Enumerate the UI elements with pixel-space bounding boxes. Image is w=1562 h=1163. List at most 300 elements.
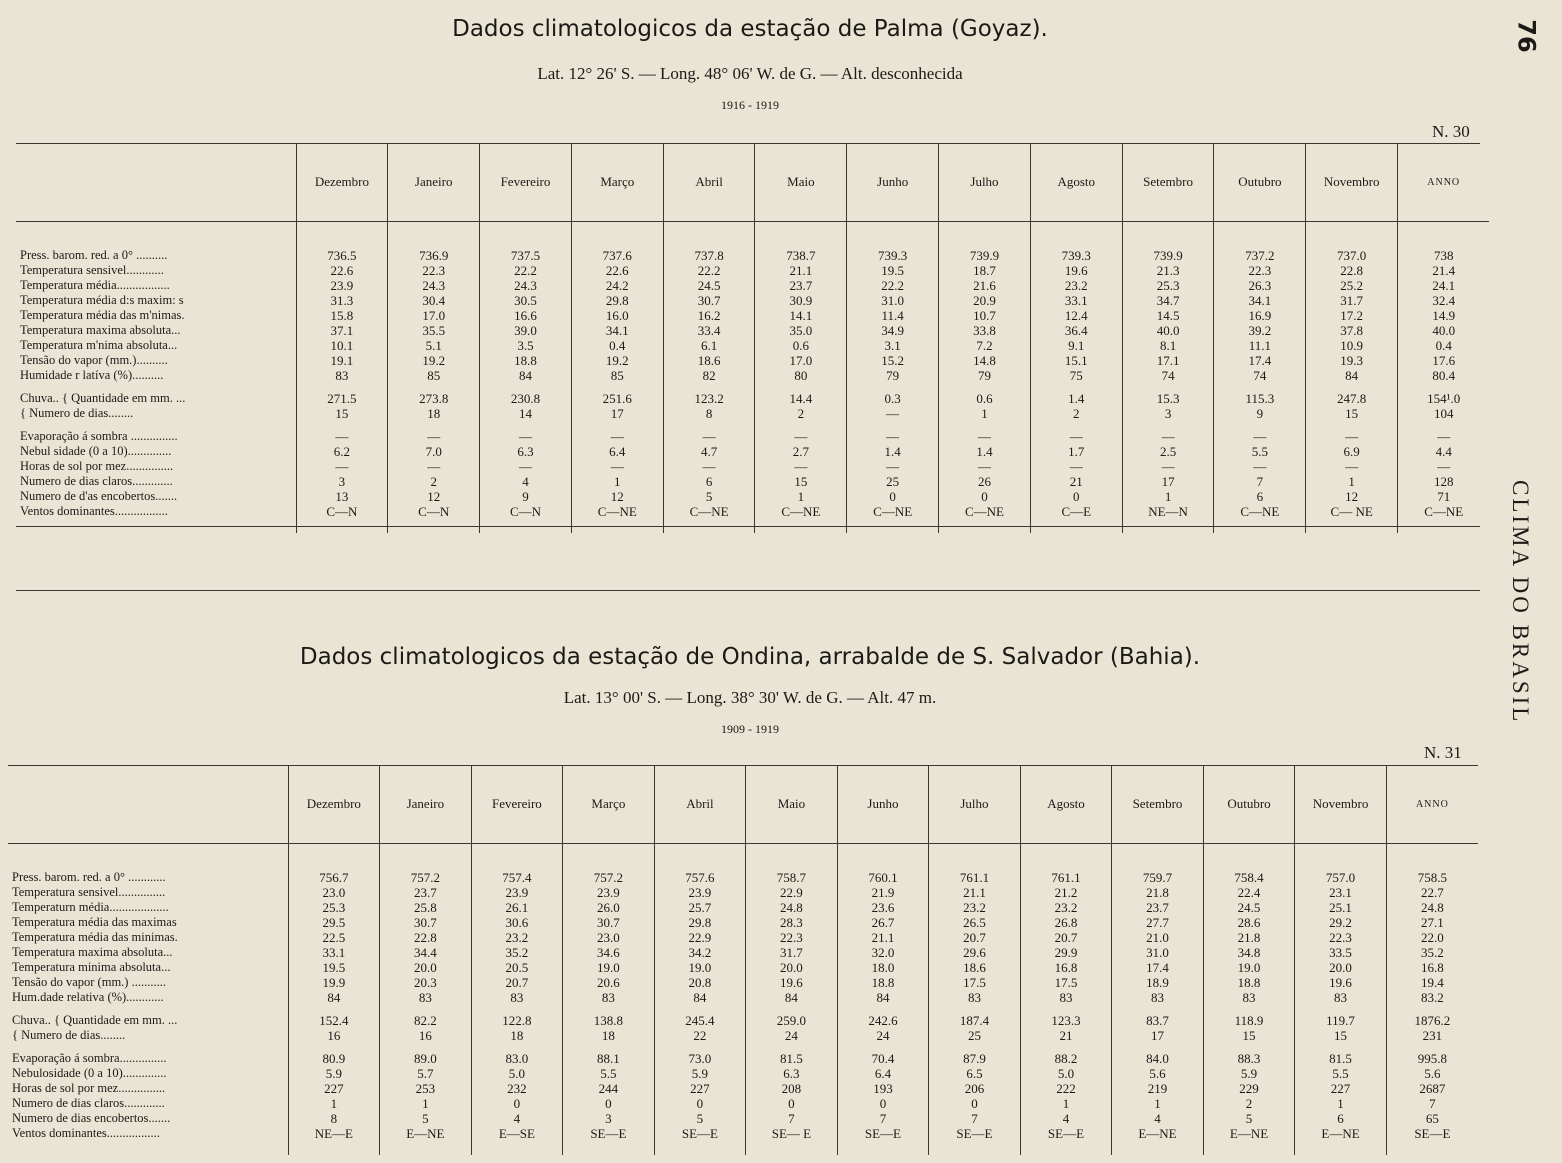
table-cell: 5.0 <box>471 1066 563 1081</box>
table-cell: 4 <box>1112 1111 1204 1126</box>
table-row <box>8 1096 1478 1111</box>
table-cell: 6 <box>663 474 755 489</box>
table-cell: 0.4 <box>571 338 663 353</box>
table-cell: 24.5 <box>663 278 755 293</box>
table-cell: NE—N <box>1122 504 1214 519</box>
table-cell: 33.5 <box>1295 945 1387 960</box>
table-cell: 22.8 <box>380 930 472 945</box>
table-cell: 25.1 <box>1295 900 1387 915</box>
table-cell: 2 <box>755 406 847 421</box>
table-cell: 7 <box>746 1111 838 1126</box>
table-cell: — <box>388 429 480 444</box>
table-cell: 33.4 <box>663 323 755 338</box>
table-cell: 26.1 <box>471 900 563 915</box>
section-divider <box>16 590 1480 591</box>
table-cell: 227 <box>1295 1081 1387 1096</box>
table-cell: 4.7 <box>663 444 755 459</box>
table-cell: 20.7 <box>1020 930 1112 945</box>
table-cell: 88.3 <box>1203 1051 1295 1066</box>
table-cell: 21.9 <box>837 885 929 900</box>
table30-bottom-rule <box>16 526 1480 527</box>
table-cell: 22.3 <box>1295 930 1387 945</box>
table-cell: 21.8 <box>1203 930 1295 945</box>
table-cell: — <box>847 459 939 474</box>
table-cell: 27.1 <box>1386 915 1478 930</box>
row-label: Temperatura média................. <box>20 278 170 292</box>
table-cell: SE—E <box>654 1126 746 1141</box>
table-cell: 21.3 <box>1122 263 1214 278</box>
table-cell: 758.4 <box>1203 870 1295 885</box>
table-cell: 74 <box>1214 368 1306 383</box>
table-cell: SE—E <box>1020 1126 1112 1141</box>
table-cell: 0 <box>929 1096 1021 1111</box>
table-cell: 5.1 <box>388 338 480 353</box>
table-cell: 271.5 <box>296 391 388 406</box>
row-label: Horas de sol por mez............... <box>12 1081 166 1095</box>
table-row <box>8 1028 1478 1043</box>
table-cell: 84.0 <box>1112 1051 1204 1066</box>
table-row <box>16 248 1489 263</box>
column-header: ANNO <box>1398 143 1490 222</box>
table-row <box>16 368 1489 383</box>
table-cell: 1.4 <box>939 444 1031 459</box>
table-cell: 119.7 <box>1295 1013 1387 1028</box>
table-cell: 29.8 <box>654 915 746 930</box>
table-cell: — <box>939 459 1031 474</box>
table-cell: 20.7 <box>929 930 1021 945</box>
table-cell: 84 <box>746 990 838 1005</box>
table-cell: 83 <box>380 990 472 1005</box>
table-cell: 23.9 <box>471 885 563 900</box>
table-cell: 122.8 <box>471 1013 563 1028</box>
table-cell: — <box>1306 459 1398 474</box>
table-cell: 22.4 <box>1203 885 1295 900</box>
table-cell: 30.7 <box>663 293 755 308</box>
row-label: Temperatura média d:s maxim: s <box>20 293 184 307</box>
table-cell: 0.4 <box>1398 338 1490 353</box>
table-cell: — <box>1214 459 1306 474</box>
table-row <box>8 870 1478 885</box>
table-cell: 1 <box>288 1096 380 1111</box>
table-cell: 17.4 <box>1214 353 1306 368</box>
table30-coordinates: Lat. 12° 26' S. — Long. 48° 06' W. de G. — Alt. desconhecida <box>537 64 963 83</box>
table-cell: 22.3 <box>388 263 480 278</box>
table-cell: 16.0 <box>571 308 663 323</box>
table-cell: C—NE <box>663 504 755 519</box>
row-label: Temperatura sensivel............... <box>12 885 166 899</box>
table-cell: 206 <box>929 1081 1021 1096</box>
table-cell: 3.1 <box>847 338 939 353</box>
table-cell: 34.4 <box>380 945 472 960</box>
table-cell: 1.4 <box>1030 391 1122 406</box>
row-label: Nebul sidade (0 a 10).............. <box>20 444 172 458</box>
table-cell: 737.5 <box>480 248 572 263</box>
table-cell: 0 <box>837 1096 929 1111</box>
column-header: Novembro <box>1306 143 1398 222</box>
table-cell: C—NE <box>1214 504 1306 519</box>
row-label: Temperatura média das maximas <box>12 915 177 929</box>
table-cell: 19.9 <box>288 975 380 990</box>
table-cell: C—NE <box>571 504 663 519</box>
table-cell: 84 <box>288 990 380 1005</box>
table-cell: 29.8 <box>571 293 663 308</box>
table-cell: 74 <box>1122 368 1214 383</box>
table-cell: E—NE <box>1295 1126 1387 1141</box>
table-cell: 227 <box>654 1081 746 1096</box>
table-cell: 22.2 <box>847 278 939 293</box>
table-cell: 2687 <box>1386 1081 1478 1096</box>
column-header: Abril <box>654 765 746 844</box>
table-cell: 138.8 <box>563 1013 655 1028</box>
table-cell: 19.3 <box>1306 353 1398 368</box>
table-cell: 15 <box>1306 406 1398 421</box>
table-cell: 23.7 <box>380 885 472 900</box>
table-cell: 219 <box>1112 1081 1204 1096</box>
table-cell: 21.1 <box>837 930 929 945</box>
column-header: Julho <box>929 765 1021 844</box>
table-cell: 118.9 <box>1203 1013 1295 1028</box>
table-cell: 12.4 <box>1030 308 1122 323</box>
table-cell: — <box>296 429 388 444</box>
table-cell: 5.5 <box>1295 1066 1387 1081</box>
table-cell: 23.2 <box>929 900 1021 915</box>
table-cell: 83 <box>1020 990 1112 1005</box>
table30 <box>16 143 1489 533</box>
table-cell: — <box>847 429 939 444</box>
table-cell: SE—E <box>1386 1126 1478 1141</box>
table-cell: 25.2 <box>1306 278 1398 293</box>
table-cell: 33.8 <box>939 323 1031 338</box>
table-cell: 1876.2 <box>1386 1013 1478 1028</box>
table-cell: 35.2 <box>1386 945 1478 960</box>
table-cell: 22.6 <box>571 263 663 278</box>
table-cell: 70.4 <box>837 1051 929 1066</box>
table-cell: 30.7 <box>380 915 472 930</box>
table-cell: 30.7 <box>563 915 655 930</box>
table-cell: 17.4 <box>1112 960 1204 975</box>
table-cell: 4.4 <box>1398 444 1490 459</box>
table-cell: 84 <box>837 990 929 1005</box>
table-cell: 20.8 <box>654 975 746 990</box>
table-cell: 17.5 <box>1020 975 1112 990</box>
table-cell: 4 <box>480 474 572 489</box>
table-cell: 32.4 <box>1398 293 1490 308</box>
column-header: Junho <box>837 765 929 844</box>
table-cell: 20.0 <box>380 960 472 975</box>
table-cell: 24.3 <box>480 278 572 293</box>
table-cell: 15.1 <box>1030 353 1122 368</box>
table-cell: — <box>663 429 755 444</box>
table-cell: 23.0 <box>563 930 655 945</box>
table-cell: 18 <box>388 406 480 421</box>
table-cell: 7.0 <box>388 444 480 459</box>
table-cell: 1 <box>939 406 1031 421</box>
table-cell: 26.0 <box>563 900 655 915</box>
table-cell: — <box>755 429 847 444</box>
table-cell: 24 <box>837 1028 929 1043</box>
table-cell: 80.9 <box>288 1051 380 1066</box>
table-cell: 40.0 <box>1398 323 1490 338</box>
row-label: Temperatura média das m'nimas. <box>20 308 185 322</box>
table31-title: Dados climatologicos da estação de Ondina, arrabalde de S. Salvador (Bahia). <box>299 644 1201 670</box>
table-cell: 5.5 <box>1214 444 1306 459</box>
table-cell: 227 <box>288 1081 380 1096</box>
table-cell: 16.9 <box>1214 308 1306 323</box>
table-cell: 39.2 <box>1214 323 1306 338</box>
table-cell: 0.6 <box>939 391 1031 406</box>
table-cell: 22 <box>654 1028 746 1043</box>
table-cell: C—E <box>1030 504 1122 519</box>
table-cell: 88.2 <box>1020 1051 1112 1066</box>
table-cell: 16.2 <box>663 308 755 323</box>
table-cell: 17 <box>1122 474 1214 489</box>
table-cell: — <box>571 429 663 444</box>
table-cell: 19.6 <box>1295 975 1387 990</box>
table-cell: 18.6 <box>663 353 755 368</box>
table-cell: 28.6 <box>1203 915 1295 930</box>
column-header: Janeiro <box>380 765 472 844</box>
table-cell: 20.5 <box>471 960 563 975</box>
table-cell: 14.8 <box>939 353 1031 368</box>
table-cell: 29.6 <box>929 945 1021 960</box>
page-number: 76 <box>1512 19 1541 53</box>
table-cell: — <box>1030 459 1122 474</box>
column-header: Outubro <box>1203 765 1295 844</box>
table-cell: 0 <box>563 1096 655 1111</box>
table-cell: 25.7 <box>654 900 746 915</box>
row-label: Horas de sol por mez............... <box>20 459 174 473</box>
table-cell: 23.9 <box>296 278 388 293</box>
table-cell: 31.0 <box>847 293 939 308</box>
table-cell: 737.6 <box>571 248 663 263</box>
table-cell: 757.4 <box>471 870 563 885</box>
table-cell: 83 <box>1112 990 1204 1005</box>
table-cell: 3.5 <box>480 338 572 353</box>
table-row <box>16 323 1489 338</box>
table-cell: — <box>939 429 1031 444</box>
table-cell: 26.8 <box>1020 915 1112 930</box>
row-label-header <box>16 143 296 222</box>
table-cell: 3 <box>563 1111 655 1126</box>
table-cell: 88.1 <box>563 1051 655 1066</box>
table-cell: 17.0 <box>755 353 847 368</box>
table-cell: 20.0 <box>746 960 838 975</box>
table-row <box>8 990 1478 1005</box>
table-cell: 757.2 <box>563 870 655 885</box>
row-label: Tensão do vapor (mm.) ........... <box>12 975 166 989</box>
table-row <box>8 975 1478 990</box>
table-cell: 81.5 <box>746 1051 838 1066</box>
table-cell: 5.7 <box>380 1066 472 1081</box>
table-row <box>8 1111 1478 1126</box>
table-cell: 21.1 <box>755 263 847 278</box>
table-cell: 123.2 <box>663 391 755 406</box>
table-cell: 16 <box>288 1028 380 1043</box>
table-cell: 0 <box>1030 489 1122 504</box>
table-cell: — <box>1398 429 1490 444</box>
row-label: Numero de dias claros............. <box>12 1096 165 1110</box>
table-cell: 22.2 <box>480 263 572 278</box>
table31-years: 1909 - 1919 <box>721 722 779 736</box>
column-header: Dezembro <box>288 765 380 844</box>
table-cell: 37.8 <box>1306 323 1398 338</box>
table-row <box>8 1126 1478 1141</box>
table-cell: 22.9 <box>746 885 838 900</box>
table-cell: 5.9 <box>288 1066 380 1081</box>
table-cell: 22.3 <box>746 930 838 945</box>
table-cell: 5 <box>663 489 755 504</box>
table-cell: 21.1 <box>929 885 1021 900</box>
table-cell: 25.3 <box>288 900 380 915</box>
row-label: Hum.dade relativa (%)............ <box>12 990 164 1004</box>
table-cell: 0 <box>746 1096 838 1111</box>
table-cell: 37.1 <box>296 323 388 338</box>
table-row <box>16 293 1489 308</box>
table-cell: 253 <box>380 1081 472 1096</box>
table-cell: C—N <box>388 504 480 519</box>
row-label: Press. barom. red. a 0° ............ <box>12 870 166 884</box>
table-cell: 18.8 <box>837 975 929 990</box>
table-cell: 14 <box>480 406 572 421</box>
table-cell: 26.3 <box>1214 278 1306 293</box>
table-cell: C— NE <box>1306 504 1398 519</box>
table-cell: 17 <box>571 406 663 421</box>
table-cell: 83 <box>1203 990 1295 1005</box>
table-cell: 12 <box>388 489 480 504</box>
table-cell: — <box>480 429 572 444</box>
table-cell: 40.0 <box>1122 323 1214 338</box>
table-cell: 73.0 <box>654 1051 746 1066</box>
table-row <box>8 885 1478 900</box>
table-cell: — <box>1030 429 1122 444</box>
table-cell: 2.7 <box>755 444 847 459</box>
table-cell: NE—E <box>288 1126 380 1141</box>
table-cell: 35.2 <box>471 945 563 960</box>
table-cell: 12 <box>1306 489 1398 504</box>
table-cell: 33.1 <box>1030 293 1122 308</box>
table-cell: 71 <box>1398 489 1490 504</box>
table-cell: 19.1 <box>296 353 388 368</box>
table-cell: 7 <box>837 1111 929 1126</box>
table-row <box>8 1081 1478 1096</box>
table-cell: 29.2 <box>1295 915 1387 930</box>
table-cell: 231 <box>1386 1028 1478 1043</box>
table-cell: 84 <box>1306 368 1398 383</box>
table-cell: 15.2 <box>847 353 939 368</box>
table-row <box>8 930 1478 945</box>
table-cell: 6.4 <box>837 1066 929 1081</box>
table-cell: 83.2 <box>1386 990 1478 1005</box>
table-cell: 19.6 <box>746 975 838 990</box>
table-cell: 17.0 <box>388 308 480 323</box>
table-row <box>8 1013 1478 1028</box>
table-cell: 14.5 <box>1122 308 1214 323</box>
table-cell: 13 <box>296 489 388 504</box>
table-cell: 2 <box>1030 406 1122 421</box>
table-cell: 5.6 <box>1112 1066 1204 1081</box>
row-label: Press. barom. red. a 0° .......... <box>20 248 168 262</box>
table-row <box>8 960 1478 975</box>
table-cell: 1 <box>571 474 663 489</box>
table-cell: 128 <box>1398 474 1490 489</box>
table-row <box>16 504 1489 519</box>
table-cell: 736.5 <box>296 248 388 263</box>
table-row <box>16 459 1489 474</box>
table-cell: 22.9 <box>654 930 746 945</box>
table-cell: 21.8 <box>1112 885 1204 900</box>
column-header: Dezembro <box>296 143 388 222</box>
table-row <box>8 1066 1478 1081</box>
table-cell: 34.6 <box>563 945 655 960</box>
column-header: Outubro <box>1214 143 1306 222</box>
table31 <box>8 765 1478 1155</box>
table-cell: 1.4 <box>847 444 939 459</box>
table-cell: 19.0 <box>563 960 655 975</box>
table-cell: 242.6 <box>837 1013 929 1028</box>
table-cell: 20.0 <box>1295 960 1387 975</box>
table-cell: 222 <box>1020 1081 1112 1096</box>
row-label: Evaporação á sombra............... <box>12 1051 167 1065</box>
row-label: Ventos dominantes................. <box>12 1126 160 1140</box>
table-cell: 34.1 <box>571 323 663 338</box>
table-cell: 3 <box>1122 406 1214 421</box>
table-row <box>16 263 1489 278</box>
table-row <box>16 308 1489 323</box>
table-cell: 9 <box>480 489 572 504</box>
table-cell: 29.5 <box>288 915 380 930</box>
table-cell: 232 <box>471 1081 563 1096</box>
table-cell: 736.9 <box>388 248 480 263</box>
column-header: Fevereiro <box>471 765 563 844</box>
table-cell: — <box>1122 459 1214 474</box>
table-cell: 21 <box>1020 1028 1112 1043</box>
table-cell: 35.0 <box>755 323 847 338</box>
table-cell: 1 <box>1295 1096 1387 1111</box>
table-cell: 0 <box>471 1096 563 1111</box>
running-head: CLIMA DO BRASIL <box>1508 480 1533 725</box>
table-cell: 6.5 <box>929 1066 1021 1081</box>
table-cell: 30.6 <box>471 915 563 930</box>
table-cell: C—NE <box>1398 504 1490 519</box>
table-cell: 154¹.0 <box>1398 391 1490 406</box>
table-cell: 39.0 <box>480 323 572 338</box>
table-cell: 2 <box>388 474 480 489</box>
table-cell: 737.0 <box>1306 248 1398 263</box>
table-cell: 18 <box>563 1028 655 1043</box>
table-cell: 35.5 <box>388 323 480 338</box>
table-cell: 5.6 <box>1386 1066 1478 1081</box>
table-cell: 15.8 <box>296 308 388 323</box>
table-cell: 756.7 <box>288 870 380 885</box>
table-cell: 2 <box>1203 1096 1295 1111</box>
table-cell: 85 <box>388 368 480 383</box>
row-label: Numero de d'as encobertos....... <box>20 489 178 503</box>
table-cell: SE—E <box>837 1126 929 1141</box>
table-cell: 82 <box>663 368 755 383</box>
table-cell: 17.1 <box>1122 353 1214 368</box>
table-cell: C—N <box>480 504 572 519</box>
table-cell: 16.8 <box>1020 960 1112 975</box>
row-label: Numero de dias encobertos....... <box>12 1111 171 1125</box>
table-cell: 36.4 <box>1030 323 1122 338</box>
table-cell: 739.3 <box>1030 248 1122 263</box>
table-cell: 26.7 <box>837 915 929 930</box>
table-cell: 34.2 <box>654 945 746 960</box>
table-cell: 4 <box>471 1111 563 1126</box>
table-cell: 80 <box>755 368 847 383</box>
table-cell: 15 <box>755 474 847 489</box>
table-cell: 10.7 <box>939 308 1031 323</box>
